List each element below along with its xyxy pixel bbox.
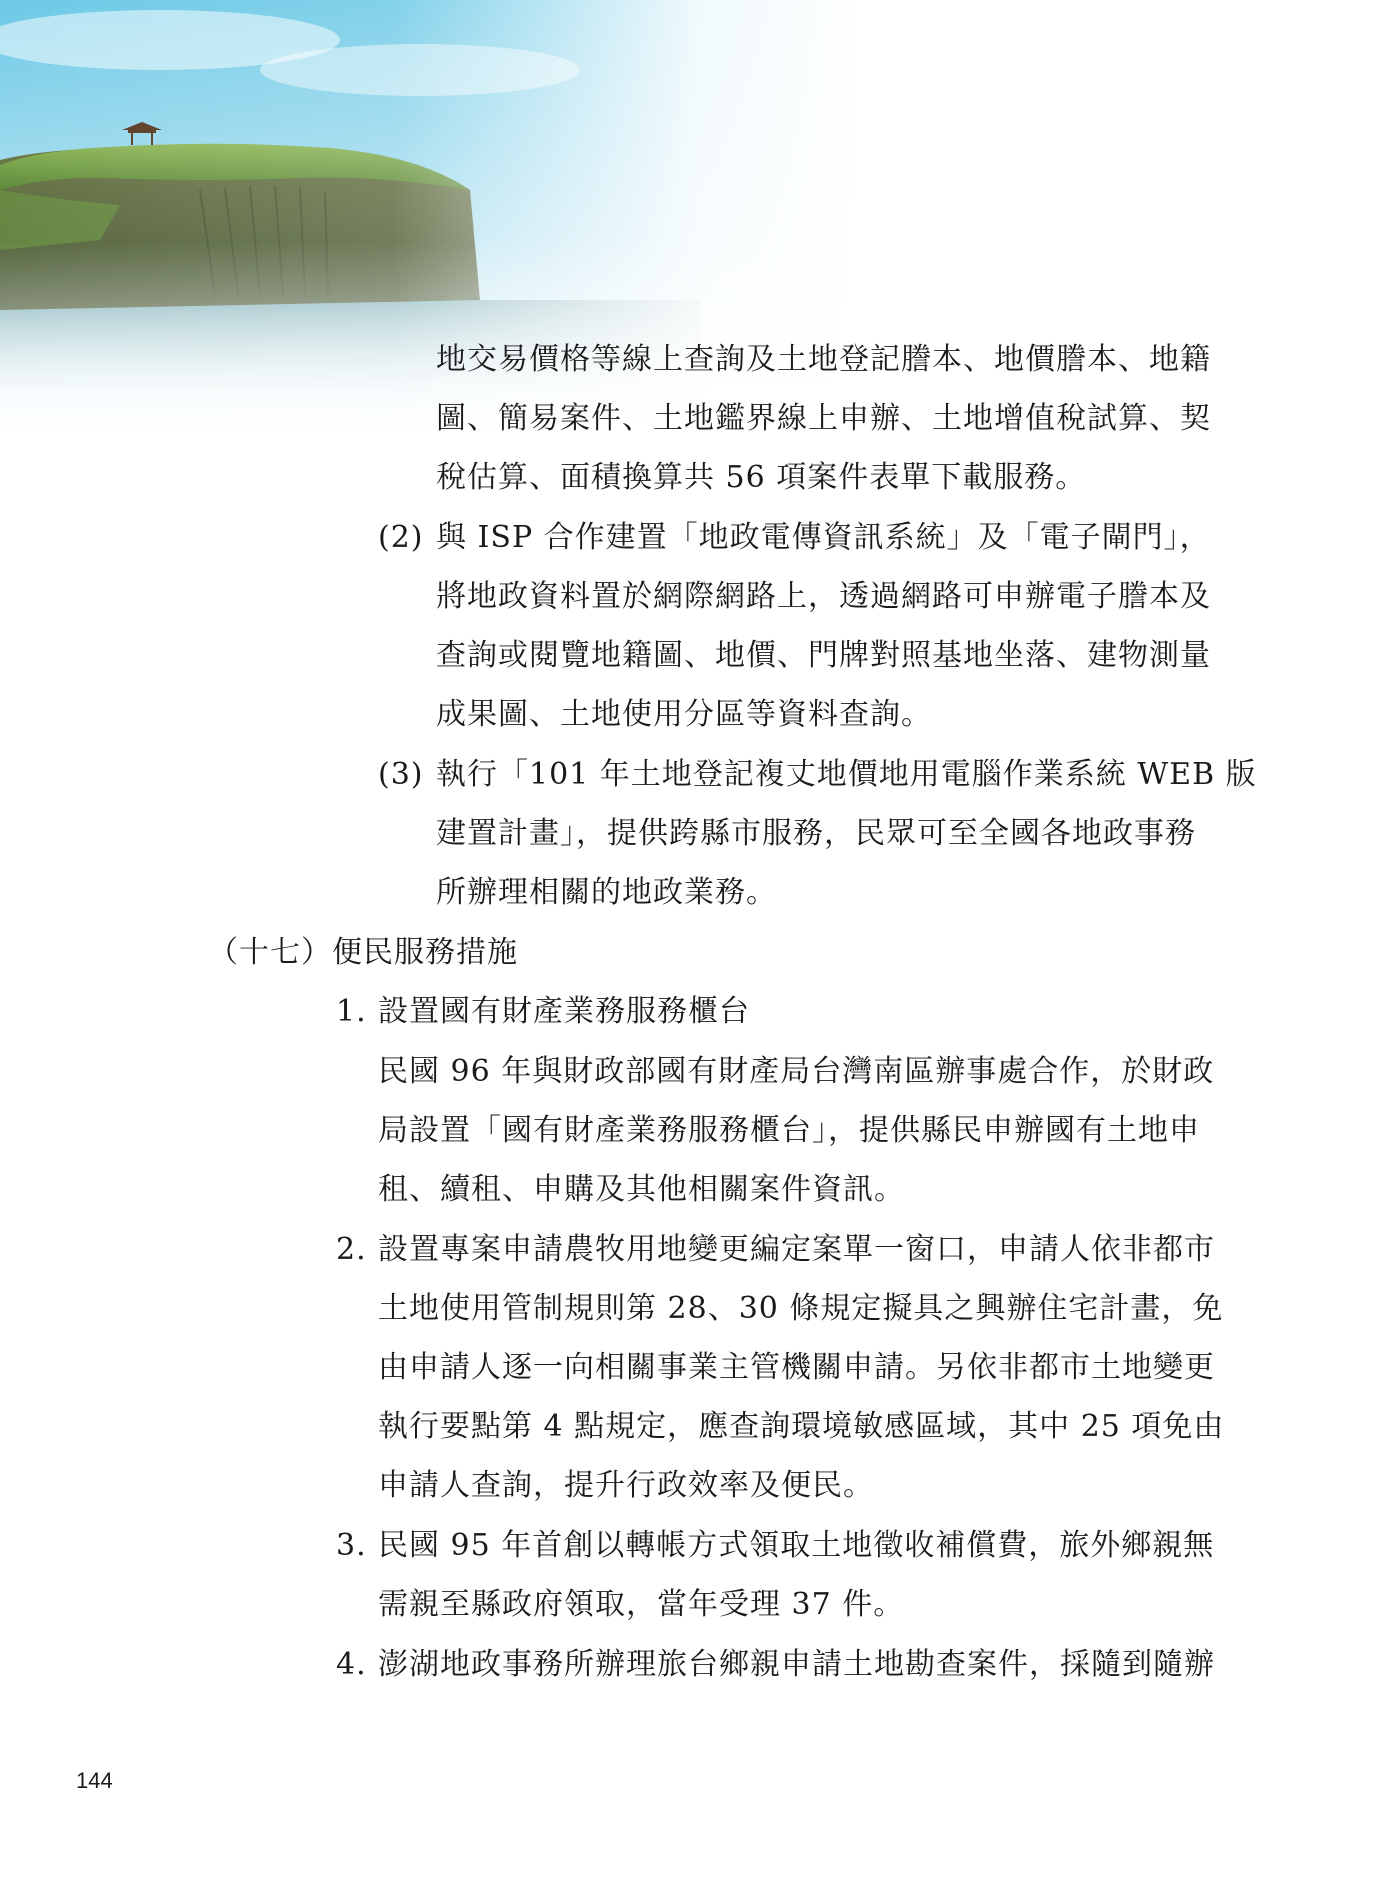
- list-item-marker: 4.: [336, 1647, 367, 1682]
- paragraph-line: 稅估算、面積換算共 56 項案件表單下載服務。: [436, 460, 1087, 495]
- paragraph-line: 地交易價格等線上查詢及土地登記謄本、地價謄本、地籍: [436, 342, 1211, 377]
- list-item-line: 需親至縣政府領取，當年受理 37 件。: [378, 1587, 905, 1622]
- list-item-line: 成果圖、土地使用分區等資料查詢。: [436, 697, 932, 732]
- list-item-line: 設置專案申請農牧用地變更編定案單一窗口，申請人依非都市: [378, 1232, 1215, 1267]
- list-item-line: 建置計畫」，提供跨縣市服務，民眾可至全國各地政事務: [436, 816, 1196, 851]
- list-item-line: 執行要點第 4 點規定，應查詢環境敏感區域，其中 25 項免由: [378, 1409, 1225, 1444]
- list-item-line: 與 ISP 合作建置「地政電傳資訊系統」及「電子閘門」，: [436, 520, 1211, 555]
- list-item-marker: 3.: [336, 1528, 367, 1563]
- list-item-marker: 1.: [336, 994, 367, 1029]
- list-item-marker: (3): [378, 757, 424, 792]
- list-item-line: 民國 95 年首創以轉帳方式領取土地徵收補償費，旅外鄉親無: [378, 1528, 1215, 1563]
- list-item-line: 租、續租、申購及其他相關案件資訊。: [378, 1172, 905, 1207]
- list-item-line: 由申請人逐一向相關事業主管機關申請。另依非都市土地變更: [378, 1350, 1215, 1385]
- list-item-line: 將地政資料置於網際網路上，透過網路可申辦電子謄本及: [436, 579, 1211, 614]
- list-item-line: 申請人查詢，提升行政效率及便民。: [378, 1468, 874, 1503]
- list-item-line: 查詢或閱覽地籍圖、地價、門牌對照基地坐落、建物測量: [436, 638, 1211, 673]
- list-item-line: 所辦理相關的地政業務。: [436, 875, 777, 910]
- list-item-title: 設置國有財產業務服務櫃台: [378, 994, 750, 1029]
- list-item-line: 澎湖地政事務所辦理旅台鄉親申請土地勘查案件，採隨到隨辦: [378, 1647, 1215, 1682]
- section-heading: （十七）便民服務措施: [208, 935, 518, 970]
- list-item-marker: 2.: [336, 1232, 367, 1267]
- paragraph-line: 圖、簡易案件、土地鑑界線上申辦、土地增值稅試算、契: [436, 401, 1211, 436]
- list-item-line: 土地使用管制規則第 28、30 條規定擬具之興辦住宅計畫，免: [378, 1291, 1224, 1326]
- list-item-line: 執行「101 年土地登記複丈地價地用電腦作業系統 WEB 版: [436, 757, 1257, 792]
- page-number: 144: [76, 1768, 113, 1793]
- list-item-line: 民國 96 年與財政部國有財產局台灣南區辦事處合作，於財政: [378, 1054, 1215, 1089]
- list-item-marker: (2): [378, 520, 424, 555]
- list-item-line: 局設置「國有財產業務服務櫃台」，提供縣民申辦國有土地申: [378, 1113, 1200, 1148]
